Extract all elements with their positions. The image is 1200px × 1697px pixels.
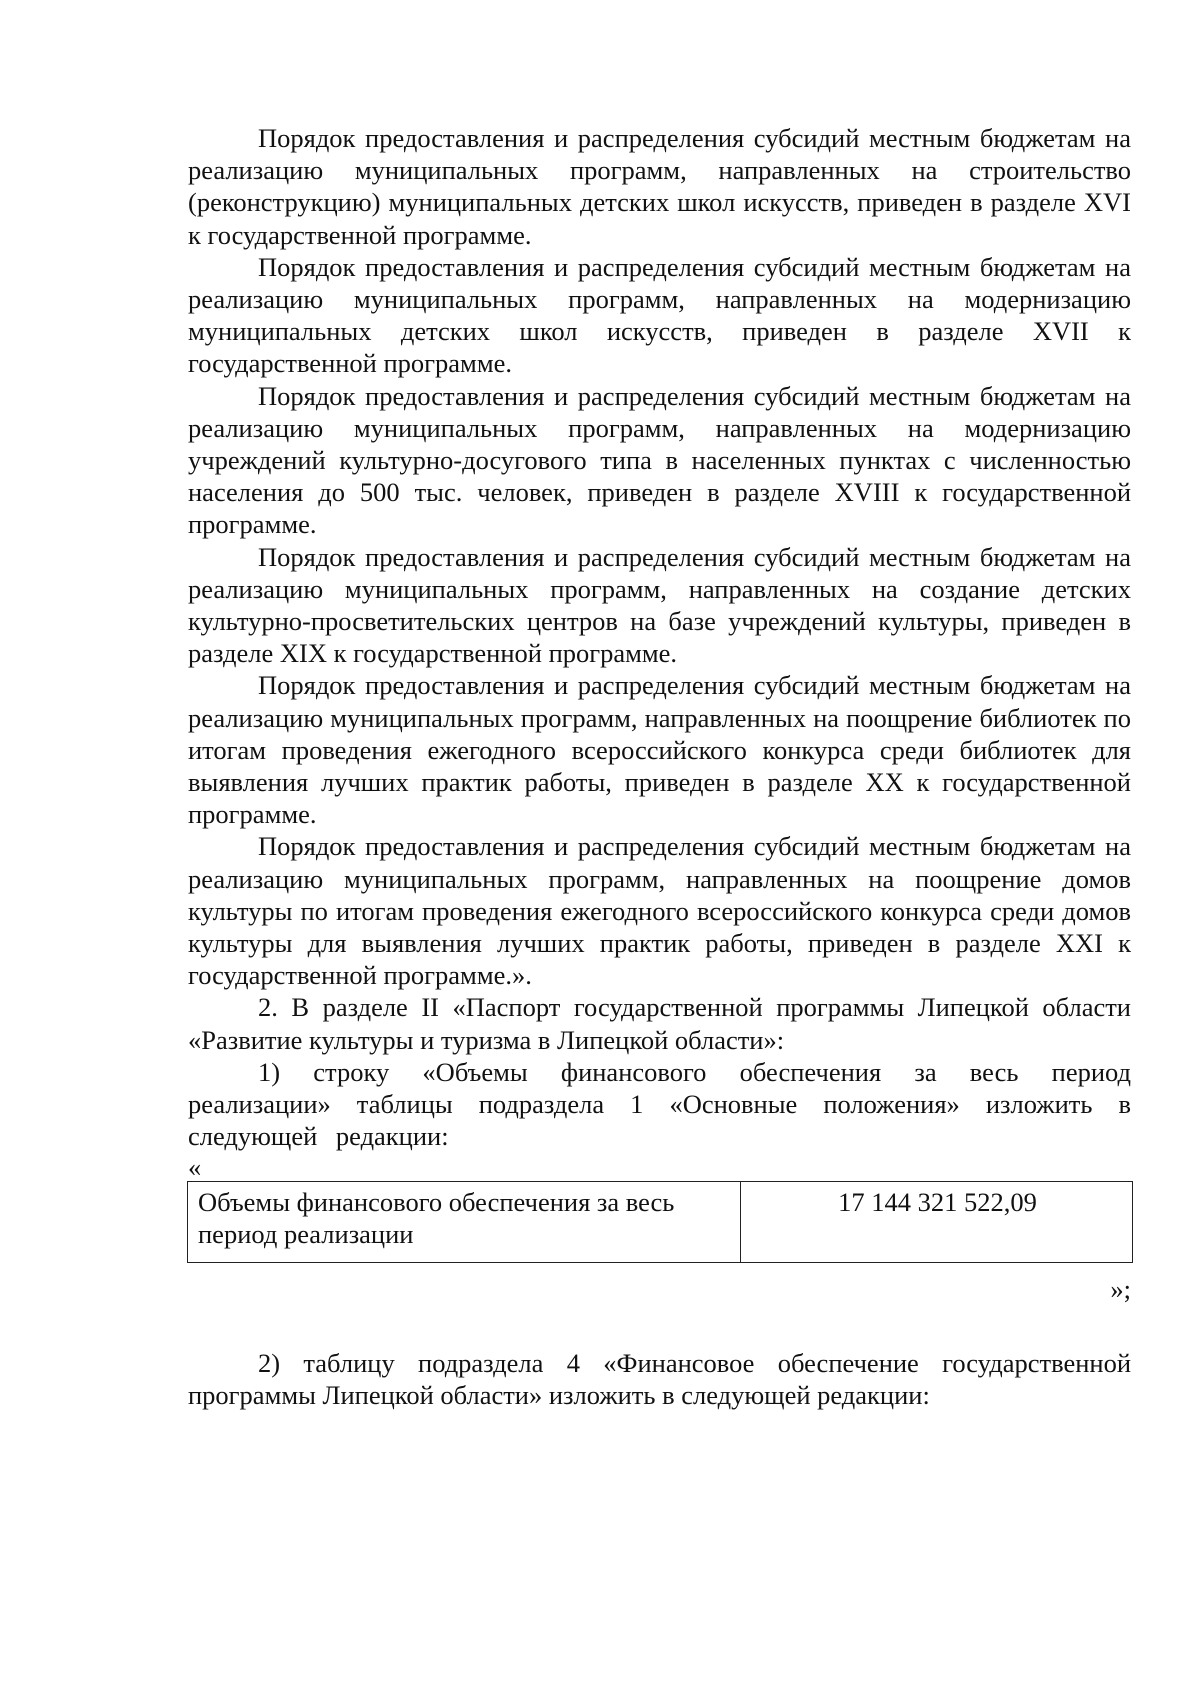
financing-label-cell: Объемы финансового обеспечения за весь период реализации: [188, 1181, 741, 1262]
paragraph-section-xvii: Порядок предоставления и распределения субсидий местным бюджетам на реализацию муниципальных программ, направленных на модернизацию муниципальных детских школ искусств, приведен в разделе XVII к государственной программе.: [188, 251, 1131, 379]
paragraph-section-xix: Порядок предоставления и распределения субсидий местным бюджетам на реализацию муниципальных программ, направленных на создание детских культурно-просветительских центров на базе учреждений культуры, приведен в разделе XIX к государственной программе.: [188, 541, 1131, 669]
quote-open-mark: «: [188, 1151, 202, 1182]
financing-table: [187, 1181, 1133, 1263]
paragraph-section-xxi: Порядок предоставления и распределения субсидий местным бюджетам на реализацию муниципальных программ, направленных на поощрение домов культуры по итогам проведения ежегодного всероссийского конкурса среди домов культуры для выявления лучших практик работы, приведен в разделе XXI к государственной программе.».: [188, 831, 1131, 991]
quote-close-mark: »;: [1110, 1273, 1131, 1304]
document-page: [188, 122, 1131, 1411]
paragraph-section-ii-amendment: 2. В разделе II «Паспорт государственной программы Липецкой области «Развитие культуры и туризма в Липецкой области»:: [188, 992, 1131, 1055]
paragraph-section-xviii: Порядок предоставления и распределения субсидий местным бюджетам на реализацию муниципальных программ, направленных на модернизацию учреждений культурно-досугового типа в населенных пунктах с численностью населения до 500 тыс. человек, приведен в разделе XVIII к государственной программе.: [188, 380, 1131, 540]
paragraph-section-xvi: Порядок предоставления и распределения субсидий местным бюджетам на реализацию муниципальных программ, направленных на строительство (реконструкцию) муниципальных детских школ искусств, приведен в разделе XVI к государственной программе.: [188, 123, 1131, 250]
spacer: [188, 1313, 1131, 1347]
financing-value-cell: 17 144 321 522,09: [741, 1181, 1133, 1262]
item-1-text: 1) строку «Объемы финансового обеспечения за весь период реализации» таблицы подраздела 1 «Основные положения» изложить в следующей редакции:: [188, 1056, 1131, 1152]
table-row: [188, 1181, 1133, 1262]
paragraph-section-xx: Порядок предоставления и распределения субсидий местным бюджетам на реализацию муниципальных программ, направленных на поощрение библиотек по итогам проведения ежегодного всероссийского конкурса среди библиотек для выявления лучших практик работы, приведен в разделе XX к государственной программе.: [188, 670, 1131, 830]
item-2-text: 2) таблицу подраздела 4 «Финансовое обеспечение государственной программы Липецкой области» изложить в следующей редакции:: [188, 1347, 1131, 1410]
